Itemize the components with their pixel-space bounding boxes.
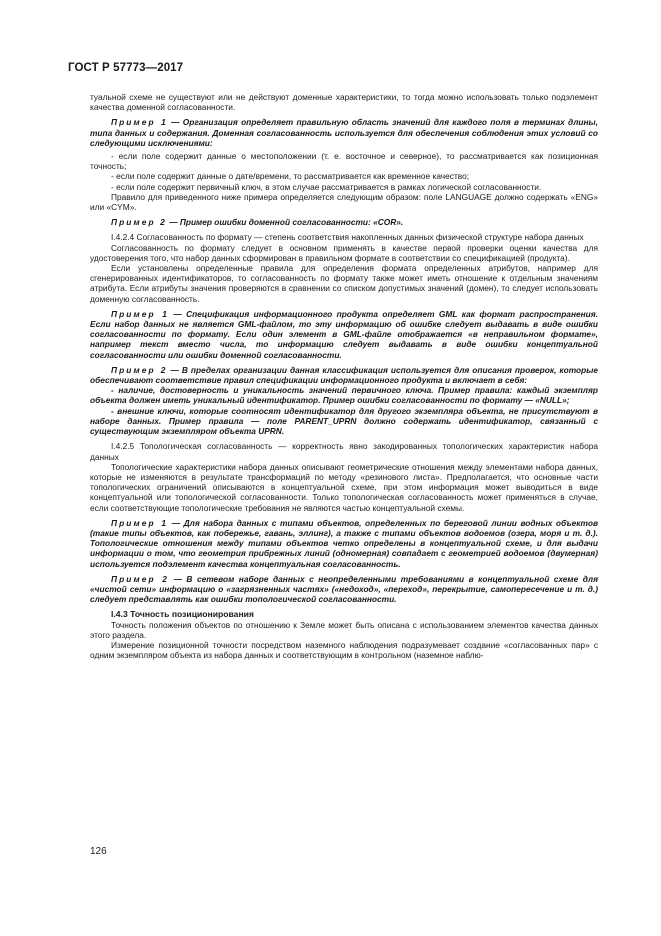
list-item: - если поле содержит первичный ключ, в этом случае рассматривается в рамках логической согласованности.: [111, 181, 542, 192]
example-text: — Организация определяет правильную область значений для каждого поля в терминах длины, типа данных и содержания. Доменная согласованность используется для обеспечения соблюдения этих условий со следующими исключениями:: [90, 117, 598, 148]
example-label: Пример 1: [111, 117, 168, 128]
example-2: [90, 217, 598, 227]
page-body: [90, 92, 598, 660]
example-text: — В сетевом наборе данных с неопределенными требованиями в концептуальной схеме для «чистой сети» информацию о «загрязненных частях» («недоход», «переход», перекрытие, самопересечение и т. д.) следует представлять как ошибки топологической согласованности.: [90, 573, 598, 605]
example-label: Пример 2: [111, 573, 170, 584]
list-item: - если поле содержит данные о дате/времени, то рассматривается как временное качество;: [111, 171, 470, 182]
page-number: 126: [90, 846, 107, 857]
example-3: [90, 309, 598, 360]
paragraph: туальной схеме не существуют или не действуют доменные характеристики, то тогда можно использовать только подэлемент качества доменной согласованности.: [90, 92, 598, 113]
example-text: — В пределах организации данная классификация используется для описания проверок, которые обеспечивают соответствие правил спецификации информационного продукта и включает в себя:: [90, 364, 598, 386]
section-title: I.4.3 Точность позиционирования: [111, 609, 254, 620]
document-header: ГОСТ Р 57773—2017: [68, 62, 184, 74]
paragraph: Измерение позиционной точности посредством наземного наблюдения подразумевает создание «согласованных пар» с одним экземпляром объекта из набора данных и соответствующим в контрольном (наземное наблю-: [90, 639, 598, 661]
example-text: — Для набора данных с типами объектов, определенных по береговой линии водных объектов (такие типы объектов, как побережье, гавань, эллинг), а также с типами объектов водоемов (озера, моря и т. д.). Топологические отношения между типами объектов четко определены в концептуальной схеме, и для выдачи информации о том, что геометрия прибрежных линий (одномерная) совпадает с геометрией водоемов (двумерная) используется подэлемент качества концептуальная согласованность.: [90, 517, 598, 569]
paragraph: Точность положения объектов по отношению к Земле может быть описана с использованием элементов качества данных этого раздела.: [90, 619, 598, 640]
list-item: - если поле содержит данные о местоположении (т. е. восточное и северное), то рассматривается как позиционная точность;: [90, 151, 598, 172]
example-5: [90, 518, 598, 569]
paragraph: Согласованность по формату следует в основном применять в качестве первой проверки оценки качества для удостоверения того, что набор данных сформирован в правильном формате в соответствии со спецификацией (продукта).: [90, 242, 598, 263]
example-1: [90, 117, 598, 148]
example-label: Пример 1: [111, 517, 169, 528]
paragraph: Если установлены определенные правила для определения формата определенных атрибутов, например для сгенерированных идентификаторов, то согласованность по формату также может иметь отношение к отдельным значениям атрибута. Если атрибуты значения проверяются в сравнении со списком допустимых значений (домен), то следует использовать доменную согласованность.: [90, 263, 598, 304]
example-4: [90, 365, 598, 385]
paragraph: Правило для приведенного ниже примера определяется следующим образом: поле LANGUAGE должно содержать «ENG» или «CYM».: [90, 191, 598, 213]
example-label: Пример 2: [111, 364, 168, 375]
example-label: Пример 1: [111, 308, 169, 319]
example-label: Пример 2: [111, 217, 167, 228]
example-6: [90, 574, 598, 605]
section-heading: I.4.2.5 Топологическая согласованность — корректность явно закодированных топологических характеристик набора данных: [90, 441, 598, 462]
section-heading: I.4.2.4 Согласованность по формату — степень соответствия накопленных данных физической структуре набора данных: [111, 232, 584, 243]
example-text: — Спецификация информационного продукта определяет GML как формат распространения. Если набор данных не является GML-файлом, то эту информацию об ошибке следует выдавать в виде ошибки согласованности по формату. Если один элемент в GML-файле отображается «в неправильном формате», например текст вместо числа, то информацию следует выдавать в виде ошибки концептуальной согласованности или ошибки доменной согласованности.: [90, 308, 598, 360]
example-text: — Пример ошибки доменной согласованности: «COR».: [166, 217, 404, 228]
paragraph: Топологические характеристики набора данных описывают геометрические отношения между элементами набора данных, которые не изменяются в результате трансформаций по методу «резинового листа». Предполагается, что основные части топологических ограничений описываются в концептуальной схеме, при этом информация может выводиться в виде концептуальной или топологической согласованности. Только топологическая согласованность может применяться в случае, если соответствующие топологические требования не являются частью концептуальной схемы.: [90, 461, 598, 513]
list-item: - наличие, достоверность и уникальность значений первичного ключа. Пример правила: каждый экземпляр объекта должен иметь уникальный идентификатор. Пример ошибки согласованности по формату — «NULL»;: [90, 385, 598, 406]
list-item: - внешние ключи, которые соотносят идентификатор для другого экземпляра объекта, не присутствуют в наборе данных. Пример правила — поле PARENT_UPRN должно содержать идентификатор, связанный с существующим экземпляром объекта UPRN.: [90, 405, 598, 437]
